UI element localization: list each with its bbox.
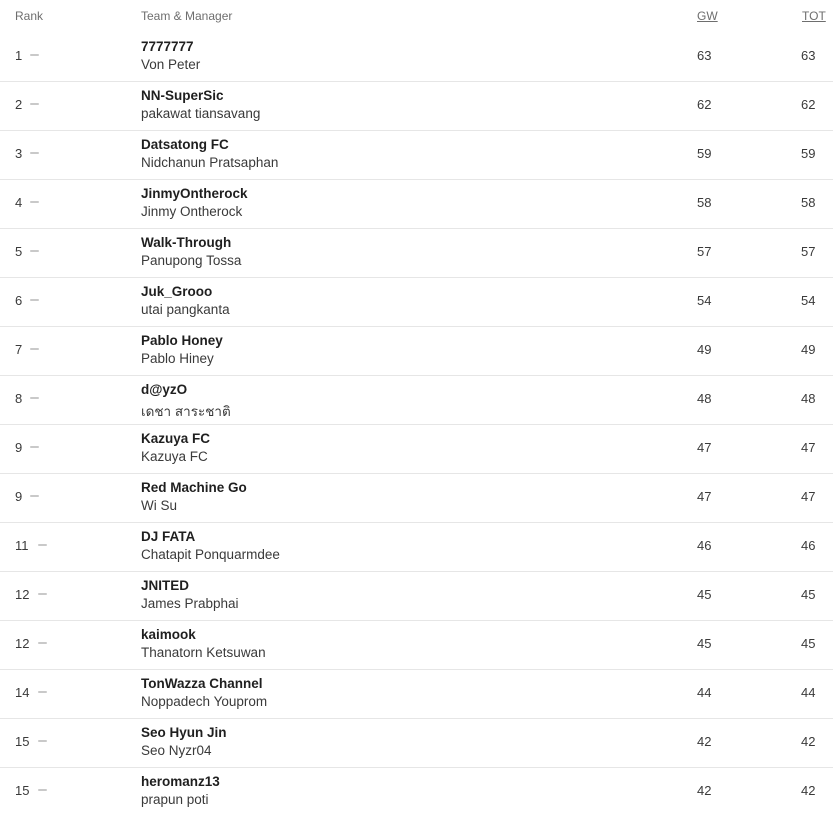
- team-name-link[interactable]: d@yzO: [141, 382, 188, 397]
- header-tot-sort[interactable]: TOT: [802, 9, 826, 23]
- rank-number: 11: [15, 538, 29, 553]
- total-points: 46: [801, 538, 816, 553]
- rank-number: 4: [15, 195, 23, 210]
- table-row[interactable]: [0, 425, 833, 474]
- table-row[interactable]: [0, 327, 833, 376]
- no-change-dash-icon: [30, 103, 39, 105]
- team-name-link[interactable]: Pablo Honey: [141, 333, 223, 348]
- team-name-link[interactable]: Kazuya FC: [141, 431, 211, 446]
- table-row[interactable]: [0, 131, 833, 180]
- manager-name: เดชา สาระชาติ: [141, 404, 231, 419]
- team-name-link[interactable]: heromanz13: [141, 774, 220, 789]
- no-change-dash-icon: [38, 593, 47, 595]
- table-row[interactable]: [0, 621, 833, 670]
- header-rank: Rank: [15, 9, 44, 23]
- total-points: 45: [801, 636, 816, 651]
- table-row[interactable]: [0, 82, 833, 131]
- manager-name: pakawat tiansavang: [141, 106, 261, 121]
- total-points: 57: [801, 244, 816, 259]
- manager-name: Panupong Tossa: [141, 253, 242, 268]
- manager-name: Jinmy Ontherock: [141, 204, 243, 219]
- table-row[interactable]: [0, 719, 833, 768]
- table-row[interactable]: [0, 376, 833, 425]
- table-row[interactable]: [0, 572, 833, 621]
- manager-name: James Prabphai: [141, 596, 239, 611]
- table-row[interactable]: [0, 278, 833, 327]
- gw-points: 46: [697, 538, 712, 553]
- total-points: 62: [801, 97, 816, 112]
- no-change-dash-icon: [30, 299, 39, 301]
- total-points: 48: [801, 391, 816, 406]
- team-name-link[interactable]: kaimook: [141, 627, 196, 642]
- table-row[interactable]: [0, 33, 833, 82]
- header-team-manager: Team & Manager: [141, 9, 233, 23]
- team-name-link[interactable]: TonWazza Channel: [141, 676, 263, 691]
- total-points: 54: [801, 293, 816, 308]
- table-row[interactable]: [0, 670, 833, 719]
- no-change-dash-icon: [38, 642, 47, 644]
- manager-name: prapun poti: [141, 792, 209, 807]
- no-change-dash-icon: [30, 152, 39, 154]
- no-change-dash-icon: [30, 54, 39, 56]
- team-name-link[interactable]: Juk_Grooo: [141, 284, 213, 299]
- gw-points: 49: [697, 342, 712, 357]
- gw-points: 54: [697, 293, 712, 308]
- gw-points: 48: [697, 391, 712, 406]
- no-change-dash-icon: [38, 691, 47, 693]
- gw-points: 62: [697, 97, 712, 112]
- gw-points: 45: [697, 636, 712, 651]
- manager-name: utai pangkanta: [141, 302, 230, 317]
- no-change-dash-icon: [30, 250, 39, 252]
- rank-number: 15: [15, 783, 30, 798]
- table-row[interactable]: [0, 523, 833, 572]
- table-row[interactable]: [0, 474, 833, 523]
- table-body: [0, 33, 833, 816]
- gw-points: 42: [697, 734, 712, 749]
- table-header: [0, 0, 833, 33]
- team-name-link[interactable]: DJ FATA: [141, 529, 196, 544]
- team-name-link[interactable]: JinmyOntherock: [141, 186, 248, 201]
- total-points: 44: [801, 685, 816, 700]
- rank-number: 7: [15, 342, 23, 357]
- total-points: 59: [801, 146, 816, 161]
- header-gw-sort[interactable]: GW: [697, 9, 718, 23]
- gw-points: 44: [697, 685, 712, 700]
- team-name-link[interactable]: JNITED: [141, 578, 190, 593]
- gw-points: 42: [697, 783, 712, 798]
- manager-name: Wi Su: [141, 498, 178, 513]
- rank-number: 6: [15, 293, 23, 308]
- total-points: 42: [801, 783, 816, 798]
- gw-points: 47: [697, 489, 712, 504]
- no-change-dash-icon: [38, 789, 47, 791]
- rank-number: 9: [15, 440, 23, 455]
- table-row[interactable]: [0, 180, 833, 229]
- rank-number: 5: [15, 244, 23, 259]
- manager-name: Pablo Hiney: [141, 351, 214, 366]
- rank-number: 12: [15, 587, 30, 602]
- gw-points: 47: [697, 440, 712, 455]
- no-change-dash-icon: [30, 201, 39, 203]
- table-row[interactable]: [0, 768, 833, 816]
- rank-number: 15: [15, 734, 30, 749]
- team-name-link[interactable]: 7777777: [141, 39, 194, 54]
- total-points: 58: [801, 195, 816, 210]
- team-name-link[interactable]: Seo Hyun Jin: [141, 725, 227, 740]
- no-change-dash-icon: [30, 446, 39, 448]
- total-points: 47: [801, 440, 816, 455]
- gw-points: 63: [697, 48, 712, 63]
- rank-number: 8: [15, 391, 23, 406]
- total-points: 47: [801, 489, 816, 504]
- total-points: 42: [801, 734, 816, 749]
- rank-number: 12: [15, 636, 30, 651]
- gw-points: 58: [697, 195, 712, 210]
- rank-number: 2: [15, 97, 23, 112]
- no-change-dash-icon: [38, 544, 47, 546]
- rank-number: 9: [15, 489, 23, 504]
- no-change-dash-icon: [30, 495, 39, 497]
- no-change-dash-icon: [30, 348, 39, 350]
- table-row[interactable]: [0, 229, 833, 278]
- team-name-link[interactable]: NN-SuperSic: [141, 88, 224, 103]
- no-change-dash-icon: [30, 397, 39, 399]
- gw-points: 57: [697, 244, 712, 259]
- team-name-link[interactable]: Walk-Through: [141, 235, 232, 250]
- manager-name: Von Peter: [141, 57, 201, 72]
- no-change-dash-icon: [38, 740, 47, 742]
- manager-name: Kazuya FC: [141, 449, 208, 464]
- manager-name: Nidchanun Pratsaphan: [141, 155, 279, 170]
- rank-number: 14: [15, 685, 30, 700]
- team-name-link[interactable]: Red Machine Go: [141, 480, 247, 495]
- rank-number: 3: [15, 146, 23, 161]
- total-points: 49: [801, 342, 816, 357]
- team-name-link[interactable]: Datsatong FC: [141, 137, 229, 152]
- gw-points: 45: [697, 587, 712, 602]
- manager-name: Seo Nyzr04: [141, 743, 212, 758]
- rank-number: 1: [15, 48, 23, 63]
- manager-name: Thanatorn Ketsuwan: [141, 645, 266, 660]
- gw-points: 59: [697, 146, 712, 161]
- manager-name: Chatapit Ponquarmdee: [141, 547, 280, 562]
- total-points: 63: [801, 48, 816, 63]
- total-points: 45: [801, 587, 816, 602]
- manager-name: Noppadech Youprom: [141, 694, 268, 709]
